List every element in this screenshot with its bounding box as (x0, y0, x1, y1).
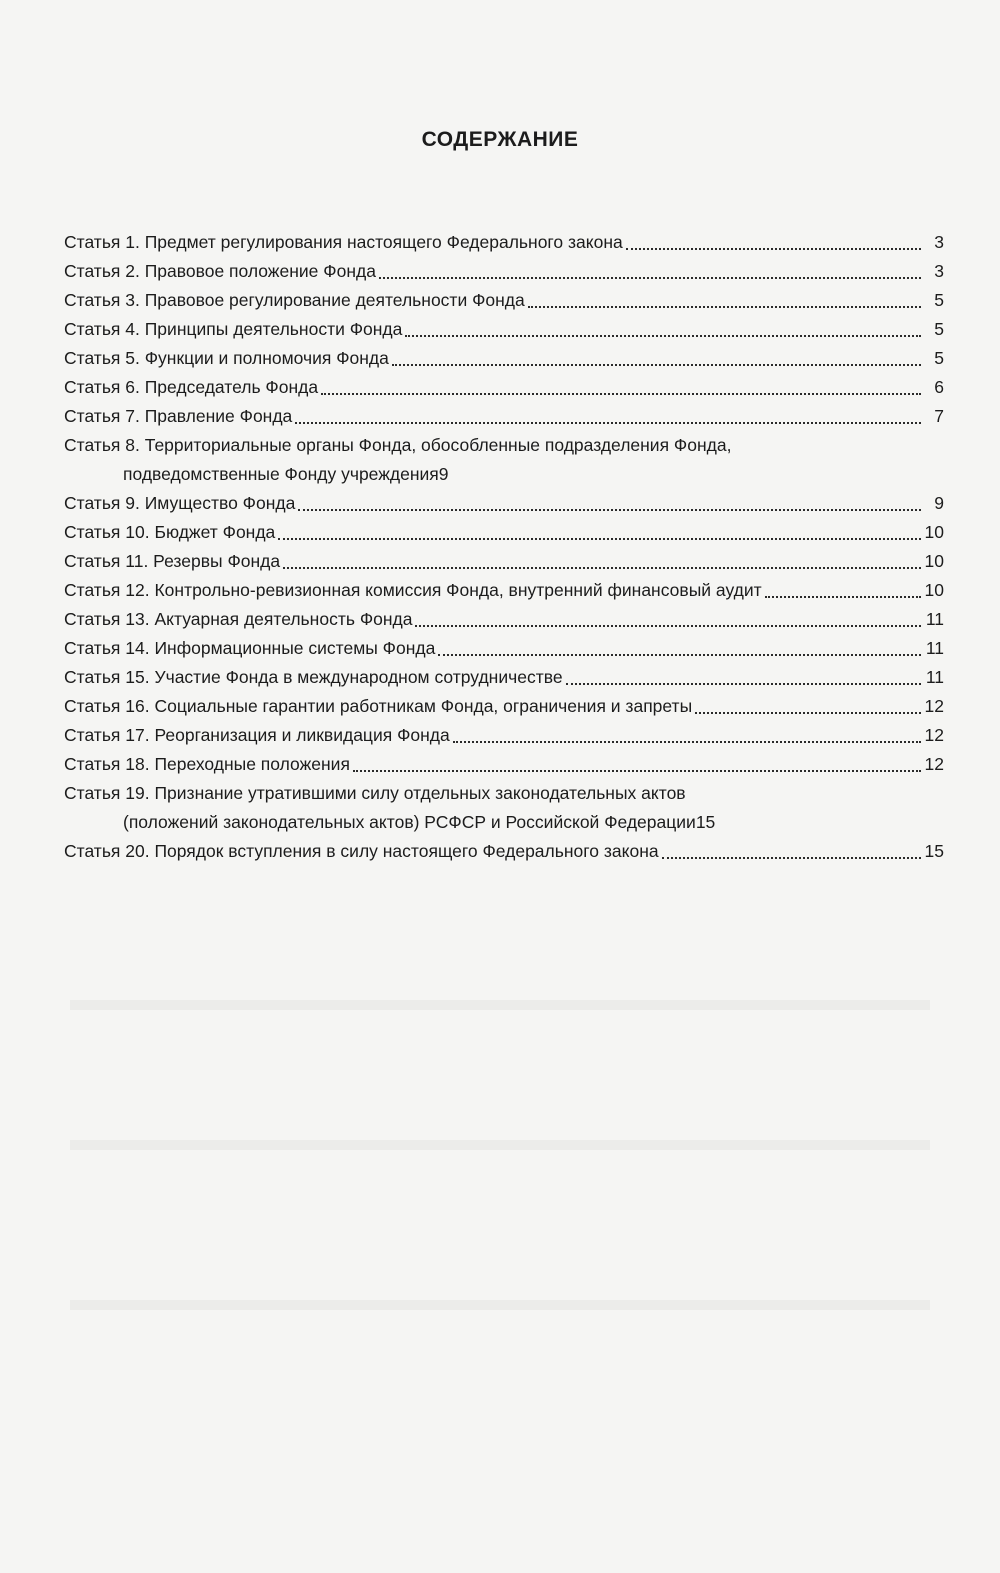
dot-leader (415, 625, 921, 627)
toc-entry-line2 (64, 460, 944, 489)
toc-entry (64, 373, 944, 402)
toc-entry-multiline (64, 779, 944, 837)
toc-entry-label: Статья 12. Контрольно-ревизионная комиссия Фонда, внутренний финансовый аудит (64, 580, 762, 600)
dot-leader (662, 857, 921, 859)
toc-entry-label: Статья 2. Правовое положение Фонда (64, 261, 376, 281)
toc-page-number: 10 (924, 551, 944, 571)
toc-page-number: 15 (695, 812, 716, 832)
toc-entry-label-line2: (положений законодательных актов) РСФСР и Российской Федерации (123, 812, 696, 832)
toc-page-number: 12 (924, 696, 944, 716)
dot-leader (626, 248, 921, 250)
toc-entry-label: Статья 5. Функции и полномочия Фонда (64, 348, 389, 368)
toc-entry (64, 663, 944, 692)
dot-leader (298, 509, 921, 511)
toc-entry-label: Статья 11. Резервы Фонда (64, 551, 281, 571)
toc-page-number: 5 (934, 290, 944, 310)
bleed-through-shade (70, 1300, 930, 1310)
toc-entry-label: Статья 9. Имущество Фонда (64, 493, 296, 513)
toc-entry (64, 286, 944, 315)
toc-entry (64, 547, 944, 576)
dot-leader (453, 741, 921, 743)
toc-page-number: 9 (438, 464, 449, 484)
toc-page-number: 10 (924, 522, 944, 542)
page-title: СОДЕРЖАНИЕ (421, 128, 579, 151)
toc-entry-label: Статья 6. Председатель Фонда (64, 377, 319, 397)
dot-leader (278, 538, 921, 540)
toc-entry-label: Статья 4. Принципы деятельности Фонда (64, 319, 403, 339)
toc-entry (64, 257, 944, 286)
toc-page-number: 10 (924, 580, 944, 600)
toc-entry-label: Статья 3. Правовое регулирование деятельности Фонда (64, 290, 525, 310)
toc-entry-label-line2: подведомственные Фонду учреждения (123, 464, 439, 484)
toc-page-number: 15 (924, 841, 944, 861)
dot-leader (566, 683, 921, 685)
toc-entry (64, 750, 944, 779)
toc-entry-line2 (64, 808, 944, 837)
bleed-through-shade (70, 1140, 930, 1150)
toc-entry-label: Статья 20. Порядок вступления в силу настоящего Федерального закона (64, 841, 659, 861)
toc-entry-label: Статья 13. Актуарная деятельность Фонда (64, 609, 413, 629)
toc-entry (64, 721, 944, 750)
toc-page-number: 3 (934, 261, 944, 281)
toc-entry (64, 837, 944, 866)
dot-leader (405, 335, 921, 337)
dot-leader (695, 712, 921, 714)
toc-page-number: 12 (924, 754, 944, 774)
toc-page-number: 11 (925, 667, 944, 687)
toc-entry-label: Статья 15. Участие Фонда в международном сотрудничестве (64, 667, 563, 687)
toc-page-number: 3 (934, 232, 944, 252)
toc-entry (64, 315, 944, 344)
toc-entry-label-line1: Статья 8. Территориальные органы Фонда, обособленные подразделения Фонда, (64, 435, 732, 455)
toc-entry-label-line1: Статья 19. Признание утратившими силу отдельных законодательных актов (64, 783, 686, 803)
toc-entry-label: Статья 18. Переходные положения (64, 754, 350, 774)
toc-entry (64, 402, 944, 431)
toc-entry (64, 518, 944, 547)
bleed-through-shade (70, 1000, 930, 1010)
dot-leader (321, 393, 921, 395)
toc-entry-label: Статья 17. Реорганизация и ликвидация Фонда (64, 725, 450, 745)
toc-entry-multiline (64, 431, 944, 489)
dot-leader (353, 770, 921, 772)
table-of-contents (64, 228, 944, 866)
toc-page-number: 11 (925, 638, 944, 658)
toc-page-number: 12 (924, 725, 944, 745)
toc-page-number: 5 (934, 319, 944, 339)
dot-leader (283, 567, 921, 569)
dot-leader (438, 654, 921, 656)
toc-entry (64, 576, 944, 605)
dot-leader (295, 422, 921, 424)
toc-entry (64, 605, 944, 634)
toc-entry (64, 692, 944, 721)
dot-leader (528, 306, 921, 308)
dot-leader (765, 596, 921, 598)
toc-entry-label: Статья 7. Правление Фонда (64, 406, 293, 426)
toc-entry-label: Статья 14. Информационные системы Фонда (64, 638, 436, 658)
toc-entry-label: Статья 10. Бюджет Фонда (64, 522, 276, 542)
toc-page-number: 11 (925, 609, 944, 629)
toc-entry (64, 228, 944, 257)
dot-leader (379, 277, 921, 279)
toc-entry (64, 634, 944, 663)
toc-entry (64, 344, 944, 373)
toc-page-number: 5 (934, 348, 944, 368)
toc-page-number: 6 (934, 377, 944, 397)
toc-page-number: 9 (934, 493, 944, 513)
toc-entry (64, 489, 944, 518)
toc-page-number: 7 (934, 406, 944, 426)
dot-leader (392, 364, 921, 366)
toc-entry-label: Статья 16. Социальные гарантии работникам Фонда, ограничения и запреты (64, 696, 693, 716)
toc-entry-label: Статья 1. Предмет регулирования настоящего Федерального закона (64, 232, 623, 252)
